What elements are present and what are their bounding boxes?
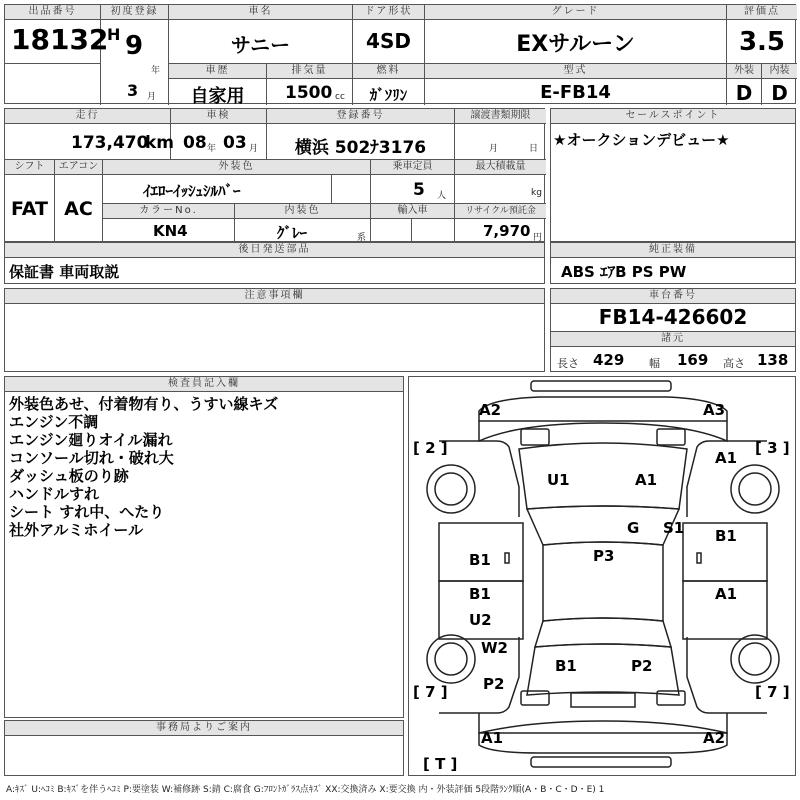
- chassis-value: FB14-426602: [598, 305, 748, 329]
- mileage-label: 走行: [5, 109, 170, 124]
- mark-hood-right: A1: [635, 471, 658, 489]
- note-line: シート すれ中、へたり: [9, 503, 165, 521]
- ac-cell: [55, 159, 103, 243]
- office-box: [4, 720, 404, 776]
- disp-cell: [267, 63, 353, 105]
- inspector-notes: [9, 395, 278, 539]
- load-label: 最大積載量: [455, 160, 546, 175]
- transfer-cell: [455, 109, 546, 159]
- note-line: ハンドルすれ: [9, 485, 100, 503]
- rating-label: 評価点: [727, 5, 797, 20]
- later-parts-label: 後日発送部品: [5, 243, 544, 258]
- colorno-label: カラーNo.: [103, 204, 234, 219]
- month-value: 3: [127, 81, 139, 100]
- later-parts-value: 保証書 車両取説: [9, 263, 120, 281]
- mark-front-right: A3: [703, 401, 726, 419]
- ac-value: AC: [64, 198, 93, 220]
- colorno-value: KN4: [153, 222, 188, 240]
- chassis-box: [550, 288, 796, 372]
- transfer-day: 日: [529, 144, 539, 154]
- era-value: H: [107, 25, 121, 44]
- load-unit: kg: [531, 188, 542, 198]
- fuel-label: 燃料: [353, 64, 424, 79]
- equipment-value: ABS ｴｱB PS PW: [561, 263, 687, 281]
- int-value: D: [771, 81, 788, 105]
- lot-number: 18132: [11, 23, 109, 56]
- ext-label: 外装: [727, 64, 761, 79]
- capacity-value: 5: [413, 180, 425, 200]
- color-label: 外装色: [103, 160, 370, 175]
- inspect-cell: [171, 109, 267, 159]
- office-label: 事務局よりご案内: [5, 721, 403, 736]
- mark-roof: P3: [593, 547, 615, 565]
- rating-value: 3.5: [738, 27, 786, 57]
- mark-right-s1: S1: [663, 519, 685, 537]
- recycle-label: リサイクル預託金: [455, 204, 546, 219]
- equipment-box: [550, 242, 796, 284]
- equipment-label: 純正装備: [551, 243, 795, 258]
- history-value: 自家用: [190, 86, 245, 107]
- mark-right-door-rear: A1: [715, 585, 738, 603]
- mark-fender-right: A1: [715, 449, 738, 467]
- sales-point-text: ★オークションデビュー★: [553, 131, 730, 149]
- len-value: 429: [593, 351, 625, 369]
- mark-hood-left: U1: [547, 471, 570, 489]
- mark-trunk-left: B1: [555, 657, 577, 675]
- note-line: コンソール切れ・破れ大: [9, 449, 174, 467]
- header-block: [4, 4, 796, 107]
- int-label: 内装: [762, 64, 797, 79]
- mark-left-door-rear: B1: [469, 585, 491, 603]
- disp-unit: cc: [335, 92, 345, 102]
- car-outline: [409, 377, 797, 777]
- note-line: エンジン不調: [9, 413, 99, 431]
- bracket-7-left: [ 7 ]: [413, 683, 448, 701]
- disp-label: 排気量: [267, 64, 352, 79]
- mark-trunk-right: P2: [631, 657, 653, 675]
- recycle-cell: [455, 203, 546, 243]
- note-line: 社外アルミホイール: [9, 521, 144, 539]
- note-line: 外装色あせ、付着物有り、うすい線キズ: [9, 395, 279, 413]
- ext-value: D: [735, 81, 753, 105]
- history-cell: [169, 63, 267, 105]
- inspect-year: 08: [183, 133, 207, 153]
- int-cell: [762, 63, 797, 105]
- colorno-cell: [103, 203, 235, 243]
- grade-label: グレード: [425, 5, 726, 20]
- reg-value: 横浜 502ﾅ3176: [294, 138, 427, 158]
- inspect-month: 03: [223, 133, 247, 153]
- car-name-label: 車名: [169, 5, 352, 20]
- first-reg-label: 初度登録: [101, 5, 168, 20]
- capacity-cell: [371, 159, 455, 203]
- shift-value: FAT: [11, 198, 48, 220]
- door-label: ドア形状: [353, 5, 424, 20]
- caution-box: [4, 288, 545, 372]
- inspect-year-unit: 年: [207, 144, 217, 154]
- later-parts-box: [4, 242, 545, 284]
- mark-rear-right: A2: [703, 729, 726, 747]
- recycle-unit: 円: [533, 233, 543, 243]
- wid-value: 169: [677, 351, 709, 369]
- inspect-label: 車検: [171, 109, 266, 124]
- door-value: 4SD: [366, 29, 411, 53]
- model-cell: [425, 63, 727, 105]
- ext-cell: [727, 63, 762, 105]
- mark-left-rear-u2: U2: [469, 611, 492, 629]
- mark-left-door-front: B1: [469, 551, 491, 569]
- shift-cell: [5, 159, 55, 243]
- load-cell: [455, 159, 546, 203]
- year-unit: 年: [151, 66, 161, 76]
- car-name-cell: [169, 5, 353, 63]
- reg-label: 登録番号: [267, 109, 454, 124]
- color-value: ｲｴﾛｰｲｯｼｭｼﾙﾊﾞｰ: [143, 182, 241, 200]
- import-cell: [371, 203, 455, 243]
- caution-label: 注意事項欄: [5, 289, 544, 304]
- note-line: ダッシュ板のり跡: [9, 467, 129, 485]
- bracket-2: [ 2 ]: [413, 439, 448, 457]
- legend: A:ｷｽﾞ U:ﾍｺﾐ B:ｷｽﾞを伴うﾍｺﾐ P:要塗装 W:補修跡 S:錆 C:腐食 G:ﾌﾛﾝﾄｶﾞﾗｽ点ｷｽﾞ XX:交換済み X:要交換 内・外装評価 5段階ﾗﾝｸ順(A・B・C・D・E) 1: [6, 785, 605, 795]
- mileage-value: 173,470: [71, 133, 149, 153]
- inspector-label: 検査員記入欄: [5, 377, 403, 392]
- note-line: エンジン廻りオイル漏れ: [9, 431, 173, 449]
- interior-value: ｸﾞﾚｰ: [277, 224, 308, 242]
- color-cell: [103, 159, 371, 203]
- sales-point-label: セールスポイント: [551, 109, 795, 124]
- reg-cell: [267, 109, 455, 159]
- grade-cell: [425, 5, 727, 63]
- mark-left-rear-w2: W2: [481, 639, 508, 657]
- chassis-label: 車台番号: [551, 289, 795, 304]
- history-label: 車歴: [169, 64, 266, 79]
- disp-value: 1500: [285, 83, 333, 103]
- sales-point-box: [550, 108, 796, 242]
- mark-front-left: A2: [479, 401, 502, 419]
- model-value: E-FB14: [540, 82, 611, 103]
- month-unit: 月: [147, 92, 157, 102]
- lot-cell: [5, 5, 109, 63]
- inspector-box: [4, 376, 404, 718]
- hei-value: 138: [757, 351, 789, 369]
- rating-cell: [727, 5, 797, 63]
- transfer-label: 譲渡書類期限: [455, 109, 546, 124]
- capacity-label: 乗車定員: [371, 160, 454, 175]
- spec-label: 諸元: [551, 331, 795, 347]
- fuel-value: ｶﾞｿﾘﾝ: [369, 86, 408, 104]
- wid-label: 幅: [649, 357, 660, 370]
- mileage-unit: km: [145, 133, 175, 153]
- interior-label: 内装色: [235, 204, 370, 219]
- mark-left-rear-p2: P2: [483, 675, 505, 693]
- mark-right-door-front: B1: [715, 527, 737, 545]
- mark-rear-left: A1: [481, 729, 504, 747]
- year-value: 9: [125, 31, 144, 61]
- first-reg-cell: [101, 5, 169, 105]
- mark-center-g: G: [627, 519, 640, 537]
- fuel-cell: [353, 63, 425, 105]
- transfer-month: 月: [489, 144, 499, 154]
- interior-cell: [235, 203, 371, 243]
- model-label: 型式: [425, 64, 726, 79]
- bracket-7-right: [ 7 ]: [755, 683, 790, 701]
- lot-label: 出品番号: [5, 5, 100, 20]
- car-name: サニー: [230, 33, 291, 57]
- lot-blank: [5, 63, 101, 105]
- ac-label: エアコン: [55, 160, 102, 175]
- capacity-unit: 人: [437, 191, 447, 201]
- recycle-value: 7,970: [483, 222, 531, 240]
- door-cell: [353, 5, 425, 63]
- inspect-month-unit: 月: [249, 144, 259, 154]
- shift-label: シフト: [5, 160, 54, 175]
- bracket-3: [ 3 ]: [755, 439, 790, 457]
- interior-unit: 系: [357, 233, 367, 243]
- details-block: [4, 108, 545, 242]
- import-label: 輸入車: [371, 204, 454, 219]
- hei-label: 高さ: [723, 357, 745, 370]
- mileage-cell: [5, 109, 175, 159]
- grade-value: EXサルーン: [516, 32, 635, 57]
- damage-diagram: [408, 376, 796, 776]
- bracket-t: [ T ]: [423, 755, 458, 773]
- len-label: 長さ: [557, 357, 579, 370]
